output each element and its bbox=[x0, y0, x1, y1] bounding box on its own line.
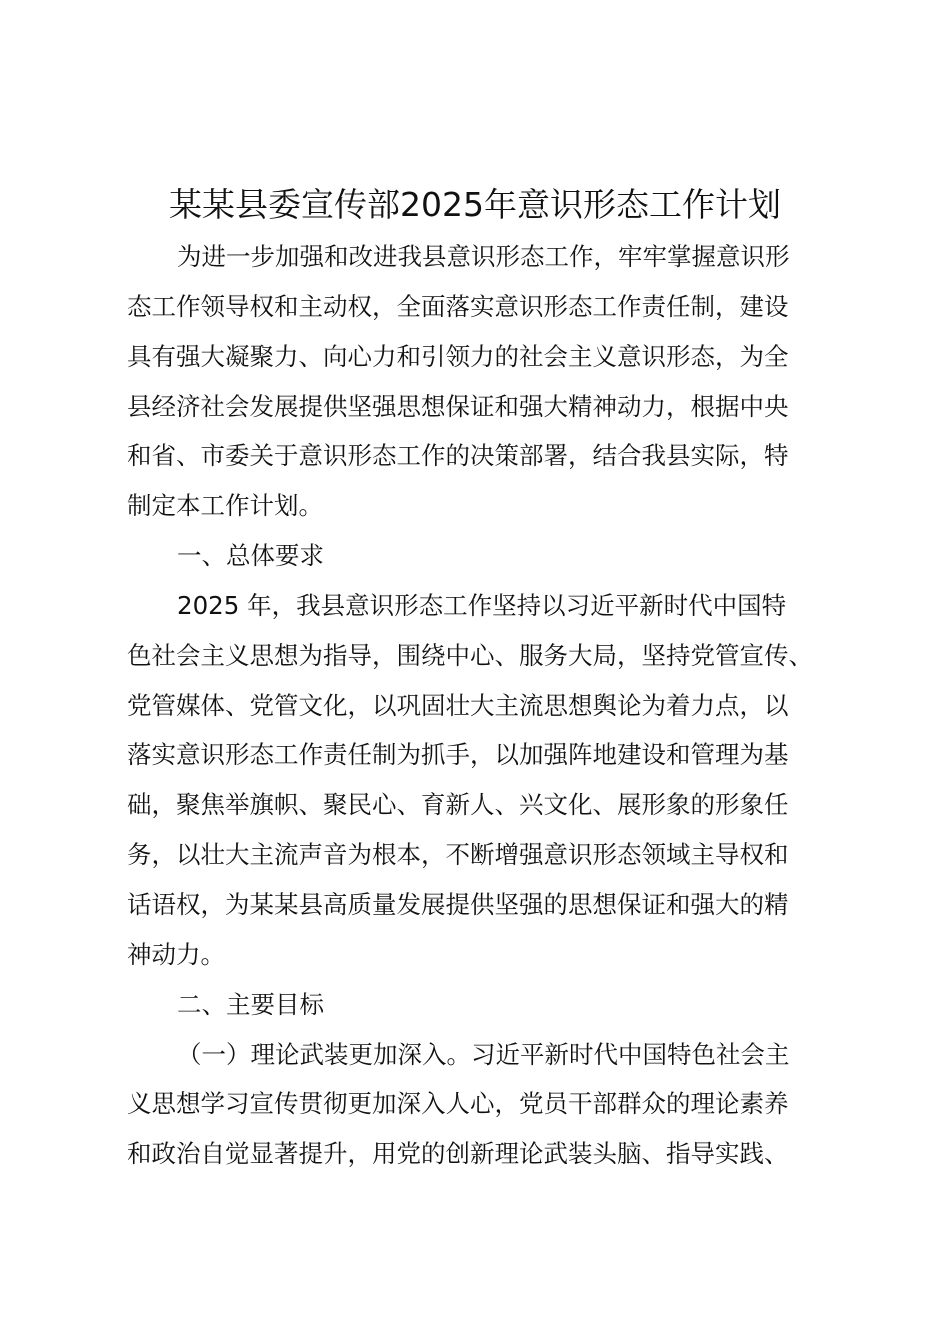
text-line: 一、总体要求 bbox=[177, 541, 324, 571]
document-body bbox=[127, 232, 837, 1179]
text-line: 和省、市委关于意识形态工作的决策部署，结合我县实际，特 bbox=[127, 441, 789, 471]
text-line: 务，以壮大主流声音为根本，不断增强意识形态领域主导权和 bbox=[127, 840, 789, 870]
text-line: 制定本工作计划。 bbox=[127, 491, 323, 521]
text-line: 态工作领导权和主动权，全面落实意识形态工作责任制，建设 bbox=[127, 291, 789, 321]
text-line: 县经济社会发展提供坚强思想保证和强大精神动力，根据中央 bbox=[127, 391, 789, 421]
text-line: 二、主要目标 bbox=[177, 989, 324, 1019]
text-line: 础，聚焦举旗帜、聚民心、育新人、兴文化、展形象的形象任 bbox=[127, 790, 789, 820]
text-line: 具有强大凝聚力、向心力和引领力的社会主义意识形态，为全 bbox=[127, 341, 789, 371]
text-line: （一）理论武装更加深入。习近平新时代中国特色社会主 bbox=[177, 1039, 790, 1069]
text-line: 和政治自觉显著提升，用党的创新理论武装头脑、指导实践、 bbox=[127, 1139, 789, 1169]
document-title: 某某县委宣传部2025年意识形态工作计划 bbox=[169, 185, 781, 224]
text-line: 神动力。 bbox=[127, 939, 225, 969]
text-line: 党管媒体、党管文化，以巩固壮大主流思想舆论为着力点，以 bbox=[127, 690, 789, 720]
text-line: 义思想学习宣传贯彻更加深入人心，党员干部群众的理论素养 bbox=[127, 1089, 789, 1119]
text-line: 话语权，为某某县高质量发展提供坚强的思想保证和强大的精 bbox=[127, 889, 789, 919]
text-line: 落实意识形态工作责任制为抓手，以加强阵地建设和管理为基 bbox=[127, 740, 789, 770]
text-line: 2025 年，我县意识形态工作坚持以习近平新时代中国特 bbox=[177, 590, 787, 620]
text-line: 为进一步加强和改进我县意识形态工作，牢牢掌握意识形 bbox=[177, 242, 790, 271]
text-line: 色社会主义思想为指导，围绕中心、服务大局，坚持党管宣传、 bbox=[127, 640, 813, 670]
